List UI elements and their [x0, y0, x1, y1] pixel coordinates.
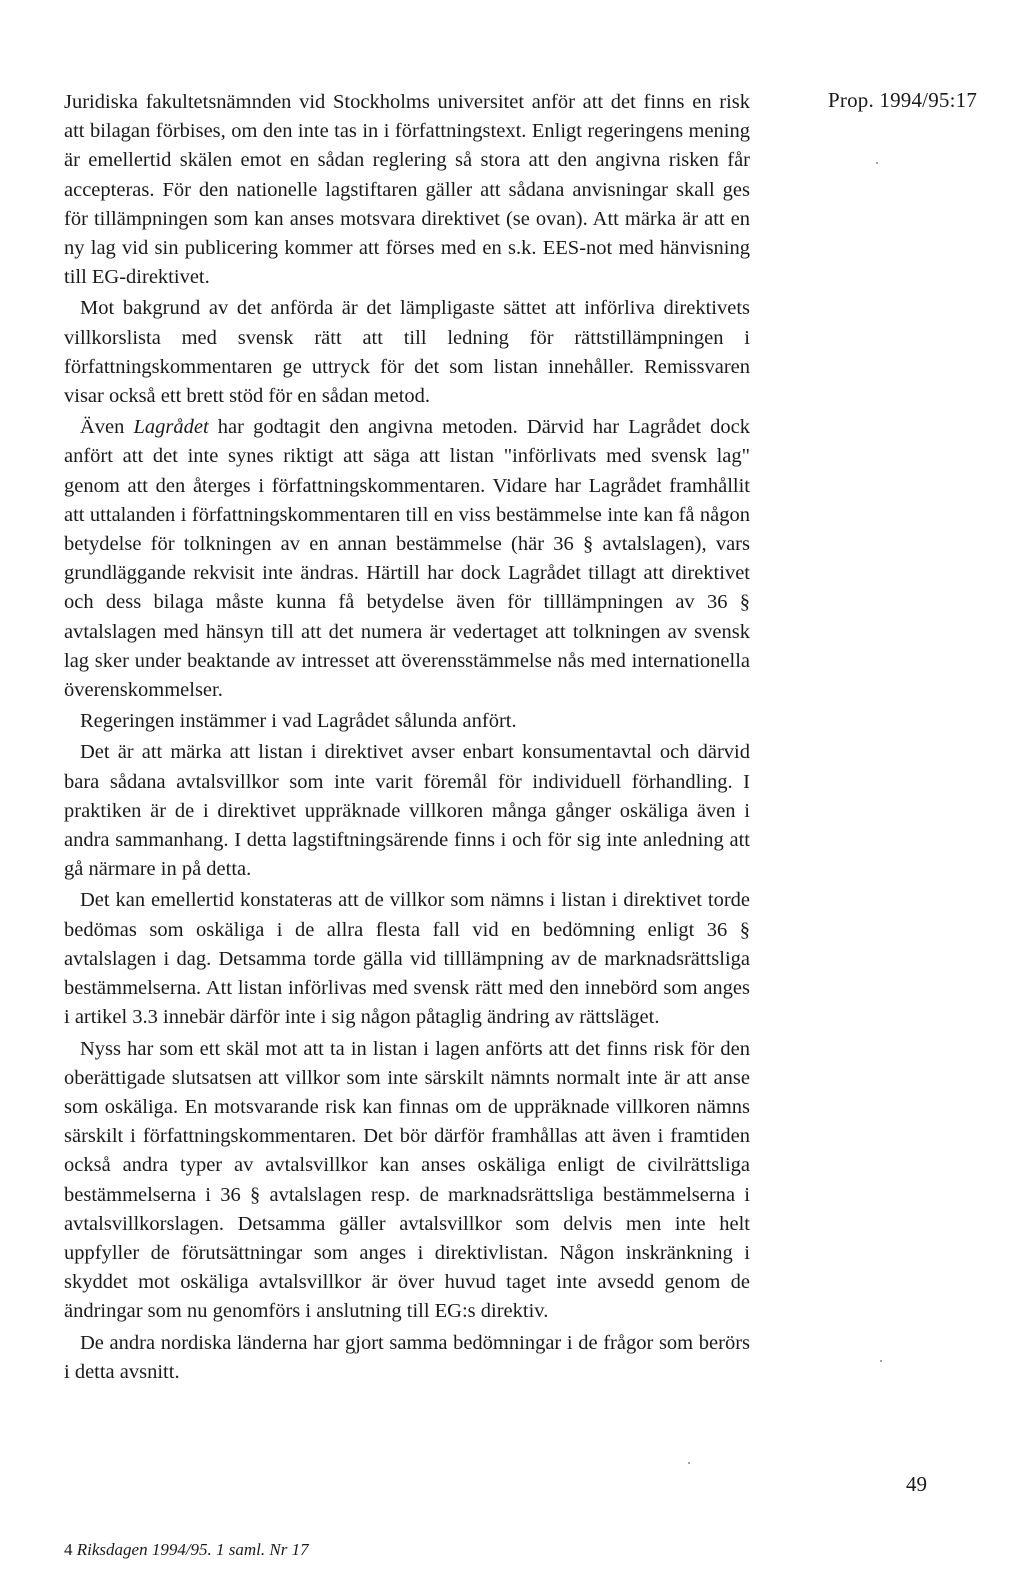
- footer-sheet-number: 4: [64, 1540, 73, 1559]
- proposition-reference: Prop. 1994/95:17: [828, 88, 978, 112]
- scan-speck: [876, 162, 878, 164]
- paragraph-3-lead: Även: [80, 416, 134, 439]
- footer-publication: Riksdagen 1994/95. 1 saml. Nr 17: [76, 1540, 309, 1559]
- body-text: [64, 88, 750, 1387]
- scan-speck: [688, 1462, 690, 1464]
- paragraph-6: Det kan emellertid konstateras att de villkor som nämns i listan i direktivet torde bedömas som oskäliga i de allra flesta fall vid en bedömning enligt 36 § avtalslagen i dag. Detsamma torde gälla vid tilllämpning av de marknadsrättsliga bestämmelserna. Att listan införlivas med svensk rätt med den innebörd som anges i artikel 3.3 innebär därför inte i sig någon påtaglig ändring av rättsläget.: [64, 889, 750, 1029]
- paragraph-3-rest: har godtagit den angivna metoden. Därvid har Lagrådet dock anfört att det inte synes riktigt att säga att listan "införlivats med svensk lag" genom att den återges i författningskommentaren. Vidare har Lagrådet framhållit att uttalanden i författningskommentaren till en viss bestämmelse inte kan få någon betydelse för tolkningen av en annan bestämmelse (här 36 § avtalslagen), vars grundläggande rekvisit inte ändras. Härtill har dock Lagrådet tillagt att direktivet och dess bilaga måste kunna få betydelse även för tilllämpningen av 36 § avtalslagen med hänsyn till att det numera är vedertaget att tolkningen av svensk lag sker under beaktande av intresset att överensstämmelse nås med internationella överenskommelser.: [64, 416, 751, 702]
- paragraph-2: Mot bakgrund av det anförda är det lämpligaste sättet att införliva direktivets villkorslista med svensk rätt att till ledning för rättstillämpningen i författningskommentaren ge uttryck för det som listan innehåller. Remissvaren visar också ett brett stöd för en sådan metod.: [64, 297, 750, 408]
- scan-speck: [880, 1360, 882, 1362]
- paragraph-4: Regeringen instämmer i vad Lagrådet sålunda anfört.: [80, 710, 517, 733]
- paragraph-3: [64, 413, 750, 705]
- page-number: 49: [906, 1472, 927, 1496]
- lagradet-emphasis: Lagrådet: [133, 416, 209, 439]
- paragraph-5: Det är att märka att listan i direktivet avser enbart konsumentavtal och därvid bara sådana avtalsvillkor som inte varit föremål för individuell förhandling. I praktiken är de i direktivet uppräknade villkoren många gånger oskäliga även i andra sammanhang. I detta lagstiftningsärende finns i och för sig inte anledning att gå närmare in på detta.: [64, 741, 750, 881]
- paragraph-7: Nyss har som ett skäl mot att ta in listan i lagen anförts att det finns risk för den oberättigade slutsatsen att villkor som inte särskilt nämnts normalt inte är att anse som oskäliga. En motsvarande risk kan finnas om de uppräknade villkoren nämns särskilt i författningskommentaren. Det bör därför framhållas att även i framtiden också andra typer av avtalsvillkor kan anses oskäliga enligt de civilrättsliga bestämmelserna i 36 § avtalslagen resp. de marknadsrättsliga bestämmelserna i avtalsvillkorslagen. Detsamma gäller avtalsvillkor som delvis men inte helt uppfyller de förutsättningar som anges i direktivlistan. Någon inskränkning i skyddet mot oskäliga avtalsvillkor är över huvud taget inte avsedd genom de ändringar som nu genomförs i anslutning till EG:s direktiv.: [64, 1037, 750, 1323]
- paragraph-8: De andra nordiska länderna har gjort samma bedömningar i de frågor som berörs i detta avsnitt.: [64, 1331, 750, 1383]
- paragraph-1: Juridiska fakultetsnämnden vid Stockholms universitet anför att det finns en risk att bilagan förbises, om den inte tas in i författningstext. Enligt regeringens mening är emellertid skälen emot en sådan reglering så stora att den angivna risken får accepteras. För den nationelle lagstiftaren gäller att sådana anvisningar skall ges för tillämpningen som kan anses motsvara direktivet (se ovan). Att märka är att en ny lag vid sin publicering kommer att förses med en s.k. EES-not med hänvisning till EG-direktivet.: [64, 91, 750, 289]
- footer-signature: [64, 1540, 309, 1560]
